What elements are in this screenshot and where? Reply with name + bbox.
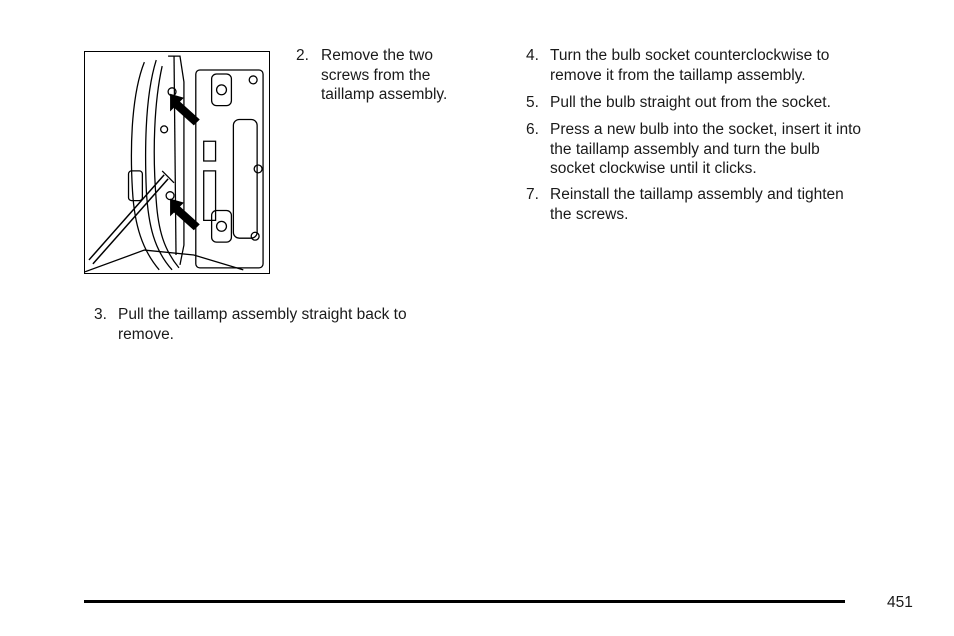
step-line: Remove the two <box>321 47 433 64</box>
step-line: the screws. <box>550 205 629 223</box>
step-line: screws from the <box>321 66 431 84</box>
footer-rule <box>84 600 845 603</box>
step-line: Press a new bulb into the socket, insert it into <box>550 121 862 138</box>
page-number: 451 <box>887 594 913 611</box>
step-number: 2. <box>296 47 309 64</box>
step-number: 6. <box>526 121 539 138</box>
step-number: 7. <box>526 186 539 203</box>
step-4 <box>526 46 926 85</box>
step-line: remove. <box>118 325 174 343</box>
taillamp-illustration <box>84 51 270 274</box>
step-number: 4. <box>526 47 539 64</box>
step-line: Pull the bulb straight out from the socket. <box>550 94 831 111</box>
step-line: the taillamp assembly and turn the bulb <box>550 140 820 158</box>
step-line: Reinstall the taillamp assembly and tighten <box>550 186 844 203</box>
step-3 <box>94 305 474 344</box>
step-line: Turn the bulb socket counterclockwise to <box>550 47 830 64</box>
step-line: socket clockwise until it clicks. <box>550 160 757 177</box>
step-line: remove it from the taillamp assembly. <box>550 66 806 84</box>
step-line: taillamp assembly. <box>321 86 448 103</box>
step-6 <box>526 120 926 179</box>
step-line: Pull the taillamp assembly straight back to <box>118 306 407 323</box>
step-5 <box>526 93 926 113</box>
step-7 <box>526 185 926 224</box>
step-2 <box>296 46 476 105</box>
step-number: 5. <box>526 94 539 111</box>
step-number: 3. <box>94 306 107 323</box>
